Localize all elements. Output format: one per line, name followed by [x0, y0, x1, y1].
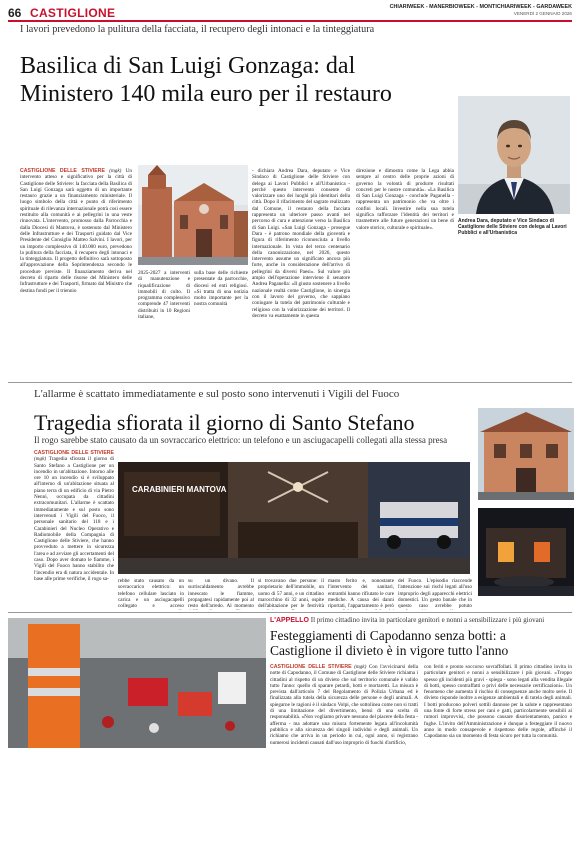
article1-column-5: direzione e dimostra come la Lega abbia sempre al centro delle proprie azioni di governo la volontà di produrre risultati concreti per le nostre comunità». «La Basilica di San Luigi Gonzaga - conclude Paganella - rappresenta un patrimonio che va oltre i confini locali. Investire nella sua tutela significa rafforzare l'identità dei territori e trasmettere alle future generazioni un bene di valore storico, culturale e spirituale». — [356, 168, 454, 231]
article1-source: (mgk) — [109, 168, 122, 174]
article1-column-4: - dichiara Andrea Dara, deputato e Vice Sindaco di Castiglione delle Stiviere con delega ai Lavori Pubblici e all'Urbanistica - perché questo intervento consente di valorizzare uno dei luoghi più identitari della città. Dopo il rifacimento del sagrato realizzato dal Comune, il restauro della facciata rappresenta un ulteriore passo avanti nel percorso di cura e attenzione verso la Basilica di San Luigi. «San Luigi Gonzaga - prosegue Dara - è patrono mondiale della gioventù e figura di riferimento riconosciuta a livello internazionale. In vista del terzo centenario della canonizzazione, nel 2026, questo intervento assume un significato ancora più forte, anche in considerazione dell'arrivo di pellegrini da diversi Paesi». Sul valore più ampio dell'operazione interviene il senatore Andrea Paganella: «Il giusto sostenere a livello nazionale realtà come Castiglione, in sinergia con il lavoro del governo, che sappiano coniugare la tutela del patrimonio culturale e religioso con la valorizzazione dei territori. Il decreto va esattamente in questa — [252, 168, 350, 319]
article3-appello — [270, 616, 574, 624]
article3-column-1 — [270, 664, 418, 824]
portrait-photo — [458, 96, 570, 214]
header-divider — [8, 20, 572, 22]
issue-date: VENERDÌ 2 GENNAIO 2026 — [513, 11, 572, 16]
article2-column-3: su un divano. Il surriscaldamento avrebbe innescato le fiamme, propagatesi rapidamente poi al resto dell'arredo. Al momento — [188, 578, 254, 610]
article1-headline: Basilica di San Luigi Gonzaga: dal Ministero 140 mila euro per il restauro — [20, 53, 392, 107]
page-number: 66 — [8, 6, 22, 20]
article2-column-2: rebbe stato causato da un sovraccarico elettrico: un telefono cellulare lasciato in carica e un asciugacapelli collegato e acceso — [118, 578, 184, 610]
article1-overline: I lavori prevedono la pulitura della facciata, il recupero degli intonaci e la tinteggiatura — [20, 24, 375, 35]
appello-text: Il primo cittadino invita in particolare genitori e nonni a sensibilizzare i più giovani — [310, 616, 545, 624]
article1-column-2: 2025-2027 a interventi di manutenzione e riqualificazione di immobili di culto. Il programma complessivo comprende 47 interventi distribuiti in 10 Regioni italiane, — [138, 270, 190, 321]
article2-column-5: masto ferito e, nonostante l'intervento dei sanitari, entrambi hanno rifiutato le cure mediche. A causa dei danni riportati, l'appartamento è però — [328, 578, 394, 610]
article2-body-1: Tragedia sfiorata il giorno di Santo Stefano a Castiglione per un incendio in un'abitazione. Intorno alle ore 10 un incendio si è sviluppato all'interno di un'abitazione situata al piano terra di un edificio di via Pietro Nenni, occupata da cittadini extracomunitari. L'allarme è scattato immediatamente e sul posto sono intervenuti i Vigili del Fuoco, il personale sanitario del 118 e i Carabinieri del Nucleo Operativo e Radiomobile della Compagnia di Castiglione delle Stiviere, che hanno provveduto a mettere in sicurezza l'area e ad avviare gli accertamenti del caso. Dopo aver domato le fiamme, i Vigili del Fuoco hanno stabilito che l'incendio era di natura accidentale. In base alle prime verifiche, il rogo sa- — [34, 456, 114, 582]
article2-column-6: del Fuoco. L'episodio riaccende l'attenzione sui rischi legati all'uso improprio degli apparecchi elettrici domestici. Un gesto banale che in questo caso avrebbe potuto — [398, 578, 472, 610]
article2-source: (mgk) — [34, 456, 47, 463]
article2-location-kicker: CASTIGLIONE DELLE STIVIERE — [34, 450, 114, 456]
fireworks-debris-photo — [8, 618, 266, 748]
article2-divider — [8, 382, 572, 383]
fire-scene-photo — [118, 462, 470, 574]
house-photo — [478, 408, 574, 500]
article3-headline: Festeggiamenti di Capodanno senza botti: a Castiglione il divieto è in vigore tutto l'anno — [270, 628, 509, 658]
article2-overline: L'allarme è scattato immediatamente e sul posto sono intervenuti i Vigili del Fuoco — [34, 388, 400, 400]
carabinieri-label: CARABINIERI MANTOVA — [132, 485, 227, 494]
section-title: CASTIGLIONE — [30, 6, 116, 20]
basilica-photo — [138, 165, 248, 265]
article3-column-2: con feriti e pronto soccorso sovraffollati. Il primo cittadino invita in particolare genitori e nonni a sensibilizzare i più giovani. «Troppo spesso gli incidenti più gravi - spiega - sono legati alla vendita illegale di botti, spesso contraffatti o privi delle necessarie certificazioni». Un fenomeno che aumenta il rischio di conseguenze anche molto serie. Il divieto risponde inoltre a esigenze ambientali e di tutela degli animali. I botti producono polveri sottili dannose per la salute e rappresentano una fonte di forte stress per cani e gatti, particolarmente sensibili ai rumori improvvisi, che possono causare disorientamento, panico e fughe. L'invito dell'Amministrazione è dunque a festeggiare il nuovo anno in modo consapevole e rispettoso delle regole, affinché il Capodanno sia un momento di festa sicuro per tutta la comunità. — [424, 664, 572, 740]
article1-body-1: Un intervento atteso e significativo per la città di Castiglione delle Stiviere: la facciata della Basilica di San Luigi Gonzaga sarà oggetto di un importante restauro grazie a un finanziamento ministeriale. Il luogo simbolo della città e punto di riferimento spirituale di rilevanza internazionale potrà così essere restituito alla comunità e ai pellegrini in una veste rinnovata. L'intervento, promosso dalla Parrocchia e dalla Diocesi di Mantova, è sostenuto dal Ministero delle Infrastrutture e dei Trasporti guidato dal Vice Presidente del Consiglio Matteo Salvini. I lavori, per un importo complessivo di 140.000 euro, prevedono la pulitura della facciata, il recupero degli intonaci e la tinteggiatura. Il progetto definitivo sarà sottoposto all'approvazione della Soprintendenza secondo le procedure previste. Il finanziamento deriva nel decreto di riparto delle risorse del Ministero delle Infrastrutture e dei Trasporti, firmato dal Ministro che destina fondi per il triennio — [20, 168, 132, 294]
article3-divider — [8, 612, 572, 613]
article1-location-kicker: CASTIGLIONE DELLE STIVIERE — [20, 168, 105, 174]
article2-headline: Tragedia sfiorata il giorno di Santo Stefano — [34, 410, 415, 435]
article2-subtitle: Il rogo sarebbe stato causato da un sovraccarico elettrico: un telefono e un asciugacapelli collegati alla stessa presa — [34, 435, 448, 445]
night-fire-photo — [478, 508, 574, 596]
article3-body-1: Con l'avvicinarsi della notte di Capodanno, il Comune di Castiglione delle Stiviere richiama i cittadini al rispetto di un divieto che sul territorio comunale è valido tutto l'anno: quello di sparare petardi, botti e mortaretti. La misura è prevista dall'articolo 7 del Regolamento di Polizia Urbana ed è finalizzata alla tutela della sicurezza delle persone e degli animali. A spiegarne le ragioni è il sindaco Volpi, che sottolinea come non si tratti di una limitazione del divertimento, bensì di una scelta di responsabilità. «Non vogliamo privare nessuno del piacere della festa - afferma - ma adottare una misura fortemente legata all'incolumità pubblica e alla sicurezza dei singoli individui e degli animali. Un richiamo che arriva in un periodo in cui, ogni anno, si registrano numerosi incidenti causati dall'uso improprio di fuochi d'artificio, — [270, 664, 418, 746]
article1-column-1 — [20, 168, 132, 376]
article2-column-4: si trovavano due persone: il proprietario dell'immobile, un uomo di 57 anni, e un cittadino marocchino di 32 anni, ospite dell'abitazione per le festività — [258, 578, 324, 610]
article1-column-3: sulla base delle richieste presentate da parrocchie, diocesi ed enti religiosi. «Si tratta di una notizia molto importante per la nostra comunità — [194, 270, 248, 308]
appello-label: L'APPELLO — [270, 617, 309, 624]
portrait-caption: Andrea Dara, deputato e Vice Sindaco di Castiglione delle Stiviere con delega al Lavori Pubblici e all'Urbanistica — [458, 218, 567, 236]
newspaper-names: CHIARIWEEK - MANERBIOWEEK - MONTICHIARIWEEK - GARDAWEEK — [389, 4, 572, 10]
article3-source: (mgk) — [354, 664, 367, 670]
article2-column-1 — [34, 450, 114, 606]
article3-location-kicker: CASTIGLIONE DELLE STIVIERE — [270, 664, 352, 670]
